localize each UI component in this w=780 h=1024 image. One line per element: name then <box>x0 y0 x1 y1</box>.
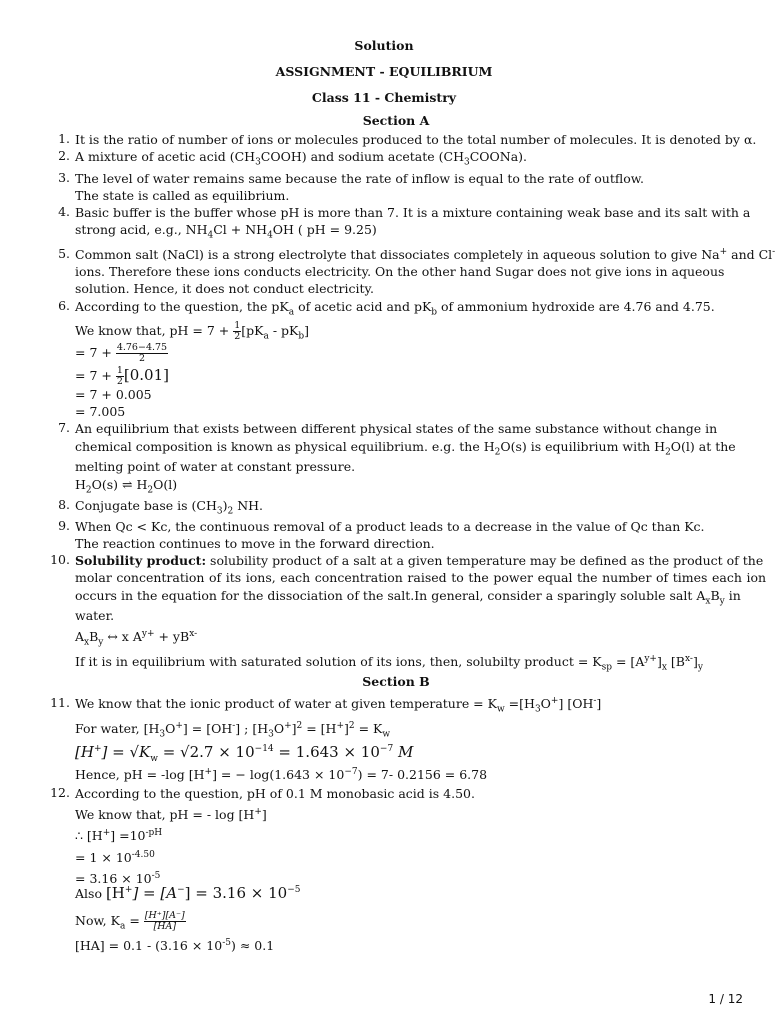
q12-line5: = $3.16 \times 10^{-5}$ <box>75 870 161 886</box>
q9-number: 9. <box>58 518 70 533</box>
q2-text: A mixture of acetic acid $(CH_3COOH)$ and sodium acetate $(CH_3COONa)$. <box>75 149 528 168</box>
q12-also: Also $[H^+] = [A^-] = 3.16 \times 10^{-5}$ <box>75 884 301 902</box>
q12-line4: = $1 \times 10^{-4.50}$ <box>75 849 155 865</box>
q3-line1: The level of water remains same because the rate of inflow is equal to the rate of outflow. <box>75 171 644 186</box>
q9-line2: The reaction continues to move in the forward direction. <box>75 536 435 551</box>
q10-ksp-line: If it is in equilibrium with saturated solution of its ions, then, solubilty product = $K_{sp} = [A^{y+}]_x$ $[B^{x-}]_y$ <box>75 653 703 673</box>
q6-step1: = 7 + $\frac{4.76-4.75}{2}$ <box>75 342 168 364</box>
doc-title: Solution <box>354 38 414 53</box>
q6-step3: = 7 + 0.005 <box>75 387 152 402</box>
q12-ka: Now, $K_a$ = $\frac{[H^+][A^-]}{[HA]}$ <box>75 910 185 932</box>
q12-line2: We know that, pH = - log [H+] <box>75 806 267 822</box>
q8-number: 8. <box>58 497 70 512</box>
q7-line3: melting point of water at constant pressure. <box>75 459 356 474</box>
q12-number: 12. <box>50 785 70 800</box>
q12-line3: ∴ $[H^+] =10^{-pH}$ <box>75 827 163 843</box>
q7-equation: $H_2O(s)$ ⇌ $H_2O(l)$ <box>75 477 178 496</box>
q11-line1: We know that the ionic product of water at given temperature = $K_w =[H_3O^+]$ [OH-] <box>75 695 602 715</box>
q9-line1: When Qc < Kc, the continuous removal of a product leads to a decrease in the value of Qc than Kc. <box>75 519 705 534</box>
q10-line1: Solubility product: solubility product of a salt at a given temperature may be defined as the product of the <box>75 553 764 568</box>
doc-subtitle: ASSIGNMENT - EQUILIBRIUM <box>275 64 493 79</box>
q12-ha: $[HA] = 0.1 - (3.16 \times 10^{-5}) \approx 0.1$ <box>75 937 275 953</box>
q7-line2: chemical composition is known as physical equilibrium. e.g. the $H_2O(s)$ is equilibrium with $H_2O(l)$ at the <box>75 439 736 458</box>
doc-class-line: Class 11 - Chemistry <box>311 90 457 105</box>
q4-line1: Basic buffer is the buffer whose pH is more than 7. It is a mixture containing weak base and its salt with a <box>75 205 751 220</box>
q11-hence: Hence, pH = -log [H+] = − $\log(1.643 \times 10^{-7}) = 7-$ 0.2156 = 6.78 <box>75 766 488 782</box>
q6-line1: According to the question, the $pK_a$ of acetic acid and $pK_b$ of ammonium hydroxide are 4.76 and 4.75. <box>75 299 715 318</box>
q6-step2: = 7 + $\frac{1}{2}$ [0.01] <box>75 365 169 387</box>
q6-step4: = 7.005 <box>75 404 126 419</box>
q10-line2: molar concentration of its ions, each concentration raised to the power equal the number of times each ion <box>75 570 767 585</box>
q10-equation: $A_xB_y$ ↔ x $A^{y+} + yB^{x-}$ <box>75 628 198 648</box>
q4-line2: strong acid, e.g., $NH_4Cl + NH_4OH$ ( pH = 9.25) <box>75 222 377 241</box>
q10-line3: occurs in the equation for the dissociation of the salt.In general, consider a sparingly soluble salt $A_xB_y$ in <box>75 588 741 607</box>
q1-text: It is the ratio of number of ions or molecules produced to the total number of molecules. It is denoted by α. <box>75 132 757 147</box>
q7-number: 7. <box>58 420 70 435</box>
q5-line2: ions. Therefore these ions conducts electricity. On the other hand Sugar does not give ions in aqueous <box>75 264 725 279</box>
q7-line1: An equilibrium that exists between different physical states of the same substance without change in <box>75 421 718 436</box>
q11-big-formula: $[H^+] = √K_w = √2.7 \times 10^{-14} = 1.643 \times 10^{-7}$ M <box>75 743 414 764</box>
q10-line4: water. <box>75 608 115 623</box>
q3-line2: The state is called as equilibrium. <box>75 188 290 203</box>
q6-formula: We know that, pH = 7 + $\frac{1}{2}$ $[pK_a - pK_b]$ <box>75 320 310 342</box>
page-number: 1 / 12 <box>708 992 743 1006</box>
q5-line3: solution. Hence, it does not conduct electricity. <box>75 281 374 296</box>
q8-text: Conjugate base is $(CH_3)_2$ NH. <box>75 498 264 517</box>
q1-number: 1. <box>58 131 70 146</box>
q6-number: 6. <box>58 298 70 313</box>
section-a-heading: Section A <box>362 113 430 128</box>
q5-number: 5. <box>58 246 70 261</box>
q11-line2: For water, $[H_3O^+] = [OH^-]$ ; $[H_3O^+]^2 = [H^+]^2 = K_w$ <box>75 720 391 740</box>
q11-number: 11. <box>50 695 70 710</box>
q5-line1: Common salt (NaCl) is a strong electrolyte that dissociates completely in aqueous solution to give Na+ and Cl- <box>75 246 776 262</box>
q2-number: 2. <box>58 148 70 163</box>
section-b-heading: Section B <box>362 674 430 689</box>
q10-number: 10. <box>50 552 70 567</box>
q4-number: 4. <box>58 204 70 219</box>
q12-line1: According to the question, pH of 0.1 M monobasic acid is 4.50. <box>75 786 475 801</box>
q3-number: 3. <box>58 170 70 185</box>
